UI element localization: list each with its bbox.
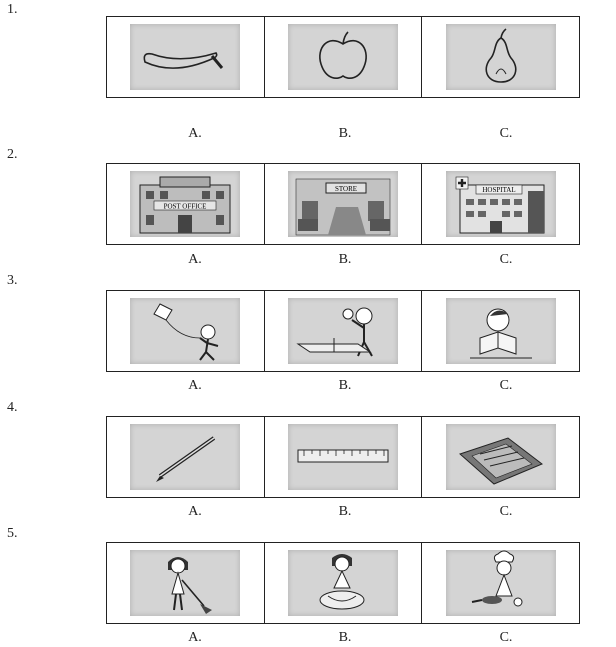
hospital-sign: HOSPITAL — [482, 186, 516, 194]
boy-flying-kite-picture — [130, 298, 240, 364]
option-c-cell[interactable] — [422, 17, 579, 97]
option-c-label: C. — [499, 630, 513, 645]
option-b-cell[interactable] — [265, 417, 423, 497]
girl-washing-clothes-picture — [288, 550, 398, 616]
question-3-picture-row — [106, 290, 580, 372]
hospital-picture — [446, 171, 556, 237]
girl-sweeping-floor-picture — [130, 550, 240, 616]
option-c-label: C. — [499, 378, 513, 393]
question-number: 1. — [7, 2, 18, 17]
option-a-cell[interactable] — [107, 164, 265, 244]
question-number: 2. — [7, 147, 18, 162]
store-picture — [288, 171, 398, 237]
option-b-cell[interactable] — [265, 164, 423, 244]
store-sign: STORE — [334, 185, 358, 193]
option-b-cell[interactable] — [265, 543, 423, 623]
pear-picture — [446, 24, 556, 90]
option-b-label: B. — [338, 630, 352, 645]
option-c-label: C. — [499, 126, 513, 141]
option-c-cell[interactable] — [422, 291, 579, 371]
question-1-picture-row — [106, 16, 580, 98]
post-office-picture — [130, 171, 240, 237]
question-4-picture-row — [106, 416, 580, 498]
question-number: 3. — [7, 273, 18, 288]
option-a-cell[interactable] — [107, 543, 265, 623]
option-c-cell[interactable] — [422, 164, 579, 244]
option-c-cell[interactable] — [422, 543, 579, 623]
option-a-cell[interactable] — [107, 291, 265, 371]
apple-picture — [288, 24, 398, 90]
option-b-cell[interactable] — [265, 291, 423, 371]
option-a-label: A. — [188, 630, 202, 645]
option-a-label: A. — [188, 252, 202, 267]
boy-reading-book-picture — [446, 298, 556, 364]
option-a-cell[interactable] — [107, 17, 265, 97]
boy-playing-ping-pong-picture — [288, 298, 398, 364]
option-a-label: A. — [188, 126, 202, 141]
option-b-label: B. — [338, 378, 352, 393]
question-number: 5. — [7, 526, 18, 541]
question-5-picture-row — [106, 542, 580, 624]
post-office-sign: POST OFFICE — [163, 202, 207, 211]
pencil-picture — [130, 424, 240, 490]
option-b-label: B. — [338, 252, 352, 267]
question-number: 4. — [7, 400, 18, 415]
option-c-label: C. — [499, 252, 513, 267]
option-a-label: A. — [188, 504, 202, 519]
option-a-label: A. — [188, 378, 202, 393]
option-b-cell[interactable] — [265, 17, 423, 97]
girl-cooking-picture — [446, 550, 556, 616]
option-c-label: C. — [499, 504, 513, 519]
banana-picture — [130, 24, 240, 90]
option-b-label: B. — [338, 126, 352, 141]
question-2-picture-row — [106, 163, 580, 245]
pencil-case-picture — [446, 424, 556, 490]
ruler-picture — [288, 424, 398, 490]
option-a-cell[interactable] — [107, 417, 265, 497]
option-b-label: B. — [338, 504, 352, 519]
option-c-cell[interactable] — [422, 417, 579, 497]
